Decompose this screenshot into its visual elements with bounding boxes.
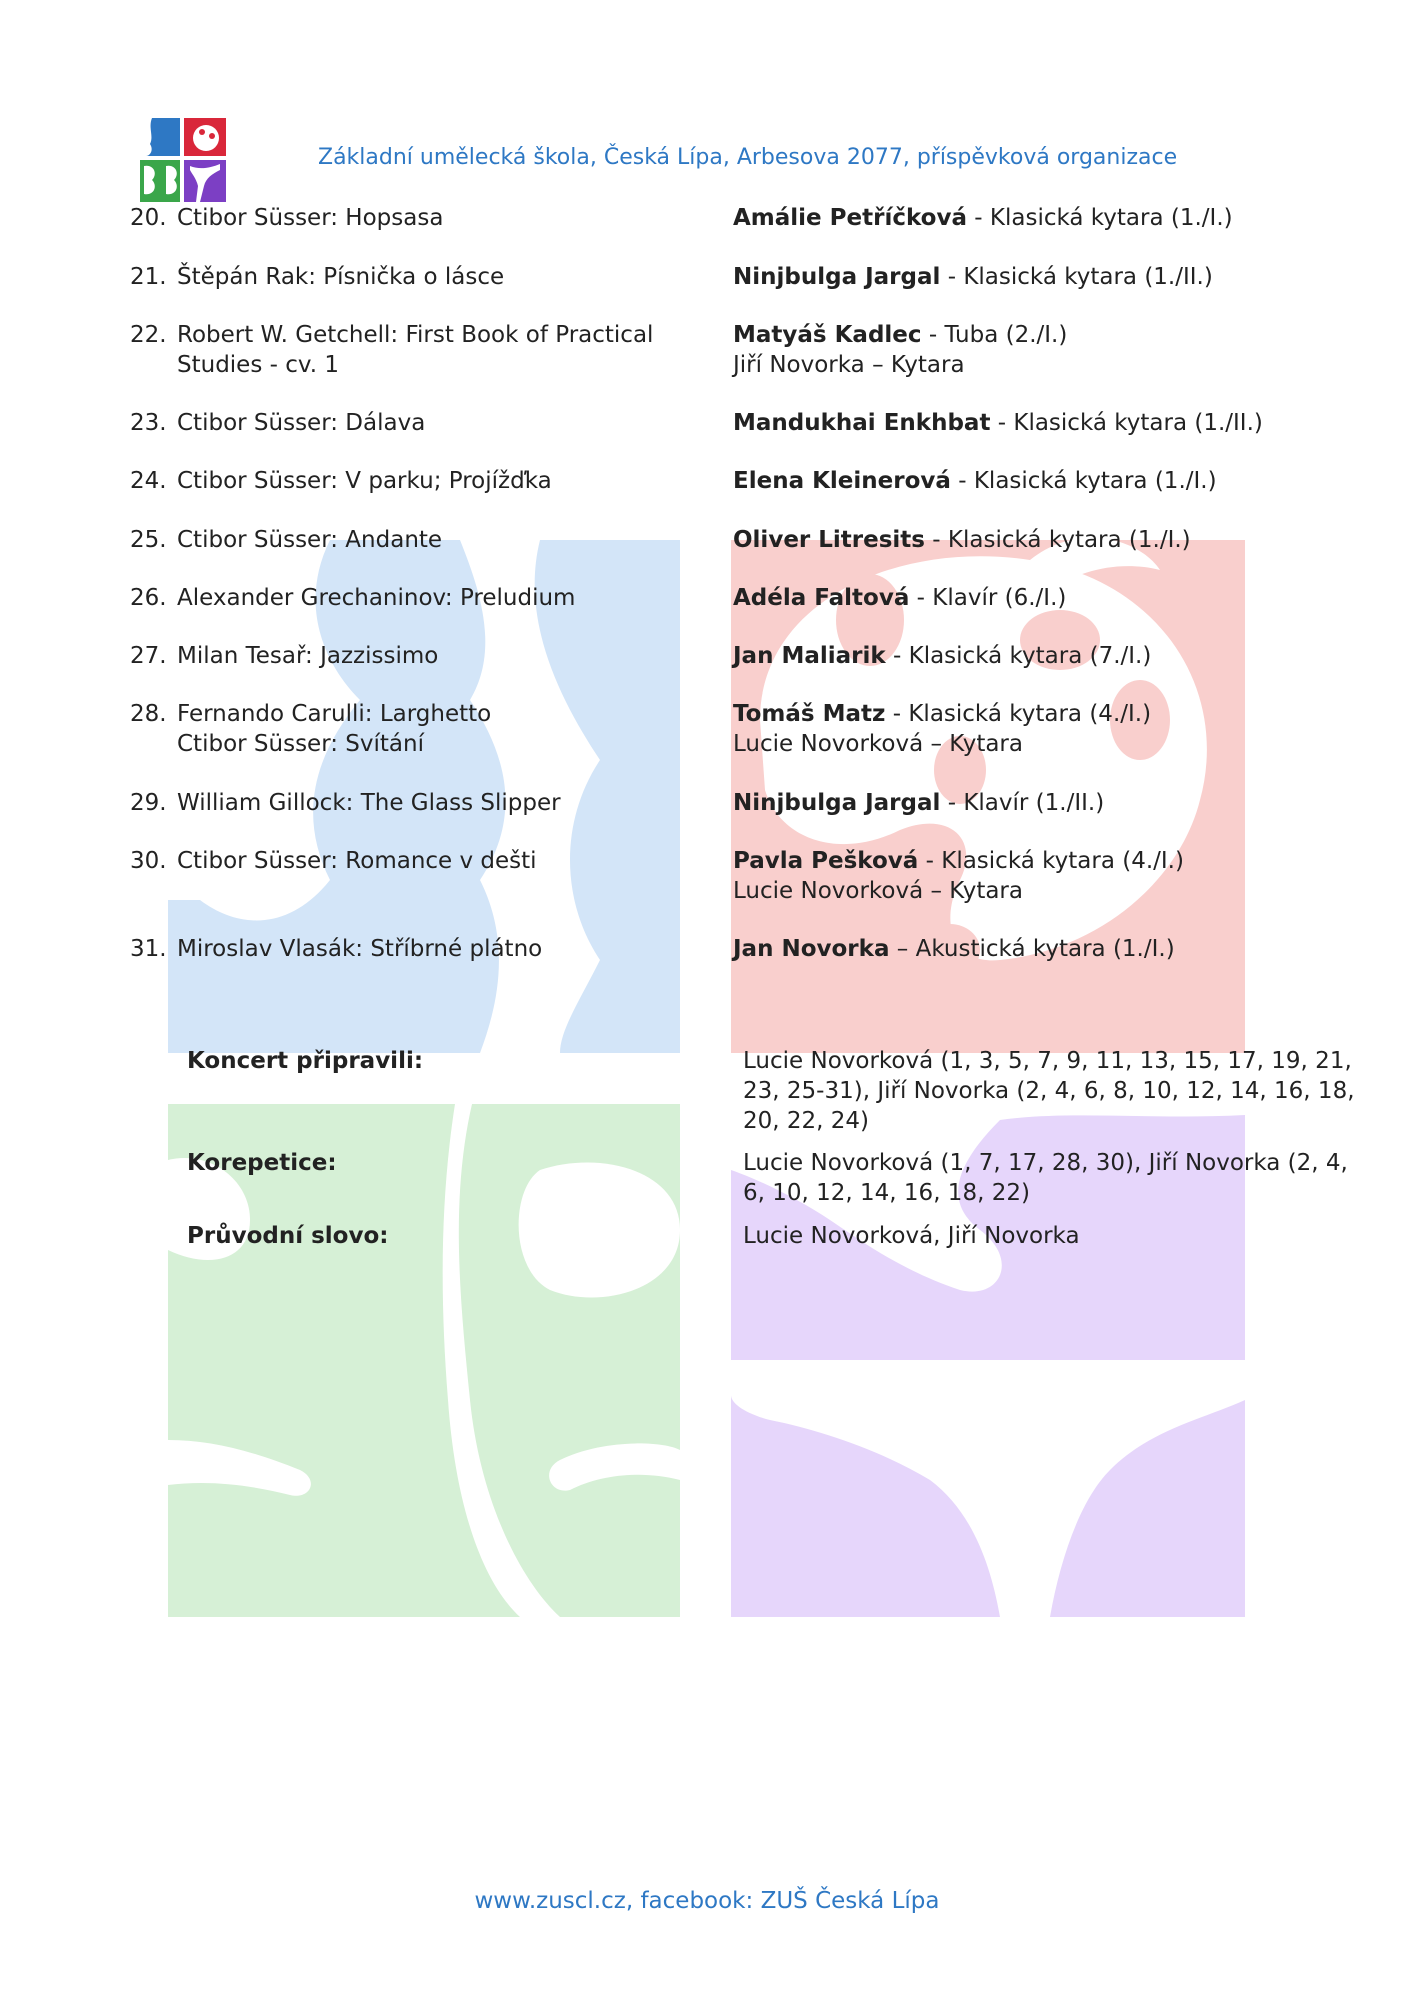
program-item-performers [733, 583, 1353, 613]
performer-name: Pavla Pešková [733, 848, 919, 874]
piece-line: William Gillock: The Glass Slipper [177, 790, 561, 816]
performer-line [733, 262, 1353, 292]
program-item-performers [733, 846, 1353, 906]
performer-line [733, 876, 1353, 906]
performer-line [733, 699, 1353, 729]
program-item-piece [177, 934, 677, 964]
credit-value-line: 6, 10, 12, 14, 16, 18, 22) [743, 1180, 1030, 1206]
performer-detail: - Tuba (2./I.) [921, 322, 1068, 348]
program-item-performers [733, 262, 1353, 292]
program-item-piece [177, 203, 677, 233]
program-item-number: 20. [130, 205, 167, 231]
program-item-performers [733, 320, 1353, 380]
program-item-performers [733, 641, 1353, 671]
program-item-piece [177, 699, 677, 759]
performer-detail: Lucie Novorková – Kytara [733, 878, 1023, 904]
program-item-piece [177, 583, 677, 613]
performer-line [733, 350, 1353, 380]
school-logo-icon [140, 118, 226, 202]
program-item-performers [733, 466, 1353, 496]
credit-value-line: Lucie Novorková (1, 3, 5, 7, 9, 11, 13, 15, 17, 19, 21, [743, 1048, 1352, 1074]
performer-detail: - Klasická kytara (1./II.) [940, 264, 1213, 290]
performer-name: Ninjbulga Jargal [733, 264, 941, 290]
performer-detail: - Klavír (1./II.) [940, 790, 1105, 816]
performer-name: Elena Kleinerová [733, 468, 951, 494]
credit-value [743, 1046, 1355, 1136]
program-item-number: 27. [130, 643, 167, 669]
program-item-piece [177, 466, 677, 496]
program-item-piece [177, 320, 677, 380]
program-item-number: 31. [130, 936, 167, 962]
piece-line: Ctibor Süsser: Hopsasa [177, 205, 444, 231]
piece-line: Ctibor Süsser: Andante [177, 527, 443, 553]
program-item-performers [733, 408, 1353, 438]
piece-line: Miroslav Vlasák: Stříbrné plátno [177, 936, 543, 962]
program-item-performers [733, 203, 1353, 233]
program-item-piece [177, 525, 677, 555]
performer-name: Matyáš Kadlec [733, 322, 922, 348]
credit-value [743, 1148, 1348, 1208]
performer-detail: - Klasická kytara (1./II.) [990, 410, 1263, 436]
credit-label: Průvodní slovo: [187, 1223, 389, 1249]
program-item-piece [177, 641, 677, 671]
performer-name: Jan Maliarik [733, 643, 886, 669]
program-item-number: 23. [130, 410, 167, 436]
program-item-piece [177, 788, 677, 818]
footer-contact: www.zuscl.cz, facebook: ZUŠ Česká Lípa [474, 1888, 940, 1914]
performer-detail: - Klasická kytara (4./I.) [885, 701, 1152, 727]
performer-detail: – Akustická kytara (1./I.) [889, 936, 1175, 962]
performer-name: Jan Novorka [733, 936, 890, 962]
program-item-number: 26. [130, 585, 167, 611]
program-item-performers [733, 699, 1353, 759]
performer-detail: Lucie Novorková – Kytara [733, 731, 1023, 757]
performer-detail: - Klavír (6./I.) [909, 585, 1067, 611]
piece-line: Ctibor Süsser: Svítání [177, 731, 424, 757]
piece-line: Ctibor Süsser: Dálava [177, 410, 426, 436]
performer-detail: Jiří Novorka – Kytara [733, 352, 965, 378]
performer-line [733, 583, 1353, 613]
piece-line: Ctibor Süsser: V parku; Projížďka [177, 468, 552, 494]
background-green-quadrant [168, 1104, 680, 1617]
program-item-number: 28. [130, 701, 167, 727]
piece-line: Robert W. Getchell: First Book of Practical [177, 322, 654, 348]
performer-name: Amálie Petříčková [733, 205, 967, 231]
program-item-number: 21. [130, 264, 167, 290]
program-item-number: 25. [130, 527, 167, 553]
performer-line [733, 320, 1353, 350]
piece-line: Alexander Grechaninov: Preludium [177, 585, 576, 611]
piece-line: Štěpán Rak: Písnička o lásce [177, 264, 505, 290]
program-item-performers [733, 525, 1353, 555]
performer-line [733, 408, 1353, 438]
performer-line [733, 729, 1353, 759]
piece-line: Ctibor Süsser: Romance v dešti [177, 848, 537, 874]
credit-value-line: 20, 22, 24) [743, 1108, 870, 1134]
performer-line [733, 466, 1353, 496]
piece-line: Fernando Carulli: Larghetto [177, 701, 492, 727]
performer-name: Adéla Faltová [733, 585, 910, 611]
performer-detail: - Klasická kytara (1./I.) [966, 205, 1233, 231]
performer-detail: - Klasická kytara (7./I.) [885, 643, 1152, 669]
performer-name: Mandukhai Enkhbat [733, 410, 991, 436]
program-item-number: 30. [130, 848, 167, 874]
performer-detail: - Klasická kytara (1./I.) [925, 527, 1191, 553]
program-item-number: 29. [130, 790, 167, 816]
program-item-number: 22. [130, 322, 167, 348]
program-item-piece [177, 262, 677, 292]
performer-name: Tomáš Matz [733, 701, 886, 727]
program-item-piece [177, 408, 677, 438]
performer-line [733, 934, 1353, 964]
performer-line [733, 846, 1353, 876]
credit-value [743, 1221, 1343, 1251]
performer-detail: - Klasická kytara (4./I.) [918, 848, 1184, 874]
credit-value-line: 23, 25-31), Jiří Novorka (2, 4, 6, 8, 10, 12, 14, 16, 18, [743, 1078, 1355, 1104]
credit-value-line: Lucie Novorková (1, 7, 17, 28, 30), Jiří Novorka (2, 4, [743, 1150, 1348, 1176]
performer-name: Oliver Litresits [733, 527, 925, 553]
performer-line [733, 641, 1353, 671]
school-name-header: Základní umělecká škola, Česká Lípa, Arbesova 2077, příspěvková organizace [318, 145, 1178, 170]
credit-label: Koncert připravili: [187, 1048, 424, 1074]
program-item-number: 24. [130, 468, 167, 494]
performer-line [733, 525, 1353, 555]
performer-line [733, 203, 1353, 233]
credit-label: Korepetice: [187, 1150, 337, 1176]
credit-value-line: Lucie Novorková, Jiří Novorka [743, 1223, 1080, 1249]
performer-name: Ninjbulga Jargal [733, 790, 941, 816]
piece-line: Studies - cv. 1 [177, 352, 339, 378]
performer-detail: - Klasická kytara (1./I.) [950, 468, 1217, 494]
program-item-performers [733, 788, 1353, 818]
program-item-performers [733, 934, 1353, 964]
program-item-piece [177, 846, 677, 876]
piece-line: Milan Tesař: Jazzissimo [177, 643, 439, 669]
performer-line [733, 788, 1353, 818]
